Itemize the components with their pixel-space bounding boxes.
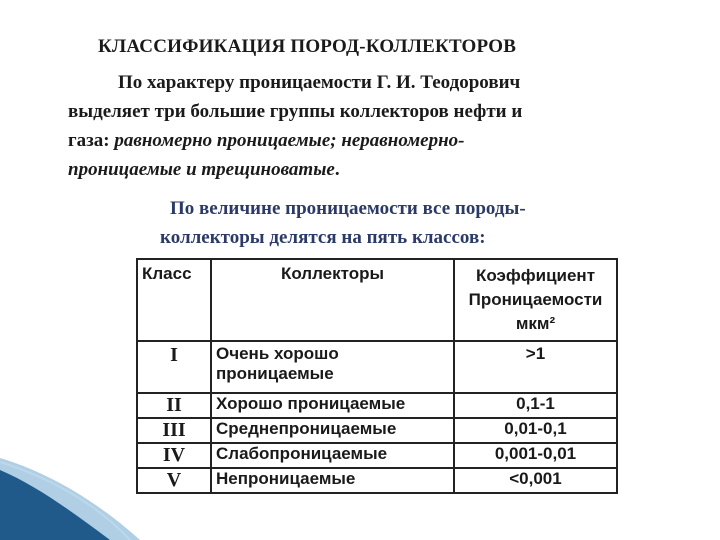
table-row [137,443,617,468]
collector-cell [211,341,454,393]
collector-cell: Слабопроницаемые [211,443,454,468]
class-cell: IV [137,443,211,468]
classes-line-1: По величине проницаемости все породы- [170,198,526,219]
permeability-table-image [136,258,618,494]
intro-line-3-lead: газа: [68,130,115,151]
header-collectors: Коллекторы [211,259,454,341]
classes-paragraph [160,194,630,252]
collector-line-1: Очень хорошо [216,344,339,363]
class-cell: II [137,393,211,418]
coefficient-cell: 0,001-0,01 [454,443,617,468]
permeability-table [136,258,618,494]
coefficient-cell: <0,001 [454,468,617,493]
header-class: Класс [137,259,211,341]
intro-line-3-italic: равномерно проницаемые; неравномерно- [114,130,465,151]
collector-cell: Среднепроницаемые [211,418,454,443]
table-row [137,393,617,418]
slide-title: КЛАССИФИКАЦИЯ ПОРОД-КОЛЛЕКТОРОВ [98,36,517,57]
collector-line-2: проницаемые [216,364,334,383]
collector-cell: Непроницаемые [211,468,454,493]
intro-line-4-tail: . [334,159,340,180]
table-row [137,468,617,493]
intro-line-1: По характеру проницаемости Г. И. Теодорович [118,72,521,93]
header-coef-line-2: Проницаемости [468,290,603,309]
coefficient-cell: >1 [454,341,617,393]
classes-line-2: коллекторы делятся на пять классов: [160,227,486,248]
class-cell: I [137,341,211,393]
collector-cell: Хорошо проницаемые [211,393,454,418]
header-coef-line-1: Коэффициент [475,266,596,285]
class-cell: V [137,468,211,493]
intro-paragraph [68,68,668,184]
table-row [137,341,617,393]
intro-line-2: выделяет три большие группы коллекторов нефти и [68,101,523,122]
table-header-row [137,259,617,341]
intro-line-4-italic: проницаемые и трещиноватые [68,159,335,180]
class-cell: III [137,418,211,443]
corner-swoosh-decoration [0,440,150,540]
intro-line-3 [68,126,668,155]
table-row [137,418,617,443]
coefficient-cell: 0,01-0,1 [454,418,617,443]
header-coef-line-3: мкм² [515,314,556,333]
coefficient-cell: 0,1-1 [454,393,617,418]
header-coefficient [454,259,617,341]
intro-line-4 [68,155,668,184]
